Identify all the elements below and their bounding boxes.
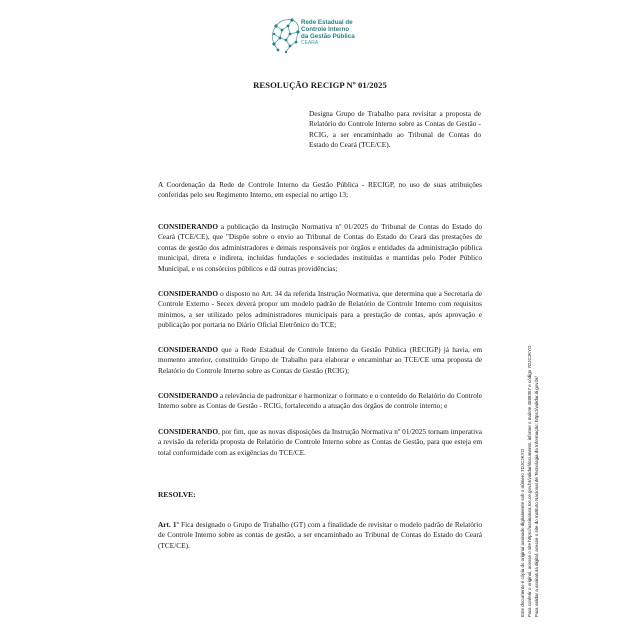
considerando-lead: CONSIDERANDO — [158, 289, 219, 298]
logo-line-1: Rede Estadual de — [301, 19, 353, 26]
considerando-paragraph-1 — [158, 222, 482, 274]
considerando-text: o disposto no Art. 34 da referida Instrução Normativa, que determina que a Secretaria de Controle Externo - Secex deverá propor um modelo padrão de Relatório de Controle Interno com requisitos mínimos, a ser utilizado pelos administradores municipais para a prestação de contas, após aprovação e publicação por portaria no Diário Oficial Eletrônico do TCE; — [158, 289, 482, 330]
preamble-paragraph: A Coordenação da Rede de Controle Interno da Gestão Pública - RECIGP, no uso de suas atribuições conferidas pelo seu Regimento Interno, em especial no artigo 13; — [158, 180, 482, 200]
considerando-lead: CONSIDERANDO — [158, 222, 219, 231]
logo-line-3: da Gestão Pública — [301, 33, 355, 40]
resolve-heading: RESOLVE: — [158, 490, 196, 499]
recigp-logo — [268, 14, 388, 60]
considerando-paragraph-4 — [158, 391, 482, 412]
logo-wordmark — [301, 19, 355, 47]
article-text: Fica designado o Grupo de Trabalho (GT) com a finalidade de revisitar o modelo padrão de Relatório de Controle Interno sobre as contas de gestão, a ser encaminhado ao Tribunal de Contas do Estado do Ceará (TCE/CE). — [158, 520, 482, 550]
signature-line-2: Para conferir o original, acesse o site https://assinatura.tce.ce.gov.br/validar/documento, informe o malote 4588357 e código 7DJCJKYO — [526, 345, 532, 617]
ementa-text: Designa Grupo de Trabalho para revisitar a proposta de Relatório do Controle Interno sobre as Contas de Gestão - RCIG, a ser encaminhado ao Tribunal de Contas do Estado do Ceará (TCE/CE). — [309, 109, 481, 150]
article-1-paragraph — [158, 520, 482, 551]
considerando-paragraph-5 — [158, 427, 482, 458]
digital-signature-notice — [520, 217, 550, 617]
considerando-text: a relevância de padronizar e harmonizar o formato e o conteúdo do Relatório do Controle Interno sobre as Contas de Gestão - RCIG, fortalecendo a atuação dos órgãos de controle interno; e — [158, 391, 482, 411]
considerando-lead: CONSIDERANDO — [158, 391, 219, 400]
resolution-title: RESOLUÇÃO RECIGP Nº 01/2025 — [253, 80, 387, 90]
logo-line-2: Controle Interno — [301, 26, 350, 33]
article-lead: Art. 1º — [158, 520, 179, 529]
network-brain-icon — [268, 14, 302, 54]
considerando-text: que a Rede Estadual de Controle Interno da Gestão Pública (RECIGP) já havia, em momento anterior, constituído Grupo de Trabalho para elaborar e encaminhar ao TCE/CE uma proposta de Relatório do Controle Interno sobre as Contas de Gestão (RCIG); — [158, 345, 482, 375]
considerando-text: , por fim, que as novas disposições da Instrução Normativa nº 01/2025 tornam imperativa a revisão da referida proposta de Relatório de Controle Interno sobre as Contas de Gestão, para que esteja em total conformidade com as exigências do TCE/CE. — [158, 427, 482, 457]
logo-line-4: CEARÁ — [301, 40, 319, 46]
signature-line-1: Este documento é cópia do original assinado digitalmente sob o número 7DJCJKYO — [520, 448, 525, 617]
considerando-lead: CONSIDERANDO — [158, 427, 219, 436]
considerando-lead: CONSIDERANDO — [158, 345, 219, 354]
considerando-paragraph-3 — [158, 345, 482, 376]
signature-line-3: Para validar a assinatura digital, acesse o site do Instituto Nacional de Tecnologia da Informação: https://validar.iti.gov.br/ — [533, 376, 539, 617]
considerando-paragraph-2 — [158, 289, 482, 331]
considerando-text: a publicação da Instrução Normativa nº 01/2025 do Tribunal de Contas do Estado do Ceará (TCE/CE), que "Dispõe sobre o envio ao Tribunal de Contas do Estado do Ceará das prestações de contas de gestão dos administradores e demais responsáveis por órgãos e entidades da administração pública municipal, direta e indireta, incluídas fundações e sociedades instituídas e mantidas pelo Poder Público Municipal, e os consórcios públicos e dá outras providências; — [158, 222, 482, 273]
